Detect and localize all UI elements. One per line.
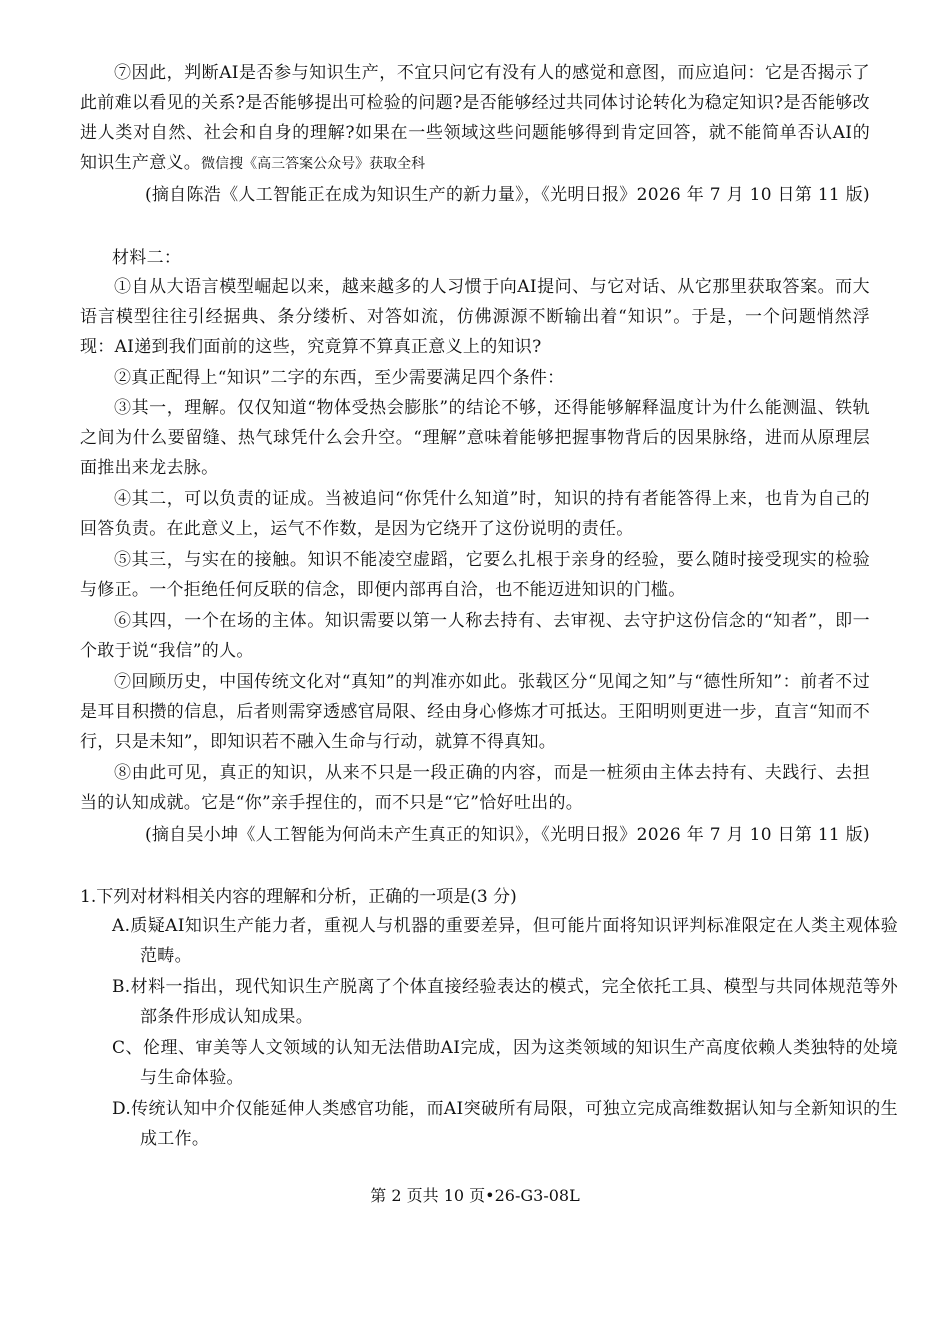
material1-source: (摘自陈浩《人工智能正在成为知识生产的新力量》，《光明日报》2026 年 7 月 10 日第 11 版) <box>144 185 870 205</box>
material2-paragraph-4: ④其二，可以负责的证成。当被追问“你凭什么知道”时，知识的持有者能答得上来，也肯为自己的回答负责。在此意义上，运气不作数，是因为它绕开了这份说明的责任。 <box>80 489 870 539</box>
material2-paragraph-7: ⑦回顾历史，中国传统文化对“真知”的判准亦如此。张载区分“见闻之知”与“德性所知”：前者不过是耳目积攒的信息，后者则需穿透感官局限、经由身心修炼才可抵达。王阳明则更进一步，直言“知而不行，只是未知”，即知识若不融入生命与行动，就算不得真知。 <box>80 672 870 752</box>
question-1-option-a: A.质疑AI知识生产能力者，重视人与机器的重要差异，但可能片面将知识评判标准限定在人类主观体验范畴。 <box>112 916 898 966</box>
material2-paragraph-1: ①自从大语言模型崛起以来，越来越多的人习惯于向AI提问、与它对话、从它那里获取答案。而大语言模型往往引经据典、条分缕析、对答如流，仿佛源源不断输出着“知识”。于是，一个问题悄然浮现：AI递到我们面前的这些，究竟算不算真正意义上的知识? <box>80 277 870 357</box>
watermark-text: 微信搜《高三答案公众号》获取全科 <box>201 156 426 172</box>
material2-heading: 材料二： <box>112 248 182 268</box>
material2-paragraph-5: ⑤其三，与实在的接触。知识不能凌空虚蹈，它要么扎根于亲身的经验，要么随时接受现实的检验与修正。一个拒绝任何反联的信念，即便内部再自洽，也不能迈进知识的门槛。 <box>80 550 870 600</box>
question-1-option-c: C、伦理、审美等人文领域的认知无法借助AI完成，因为这类领域的知识生产高度依赖人类独特的处境与生命体验。 <box>112 1038 898 1088</box>
question-1-option-b: B.材料一指出，现代知识生产脱离了个体直接经验表达的模式，完全依托工具、模型与共同体规范等外部条件形成认知成果。 <box>112 977 898 1027</box>
page-footer: 第 2 页共 10 页•26-G3-08L <box>370 1186 580 1205</box>
material2-paragraph-3: ③其一，理解。仅仅知道“物体受热会膨胀”的结论不够，还得能够解释温度计为什么能测温、铁轨之间为什么要留缝、热气球凭什么会升空。“理解”意味着能够把握事物背后的因果脉络，进而从原理层面推出来龙去脉。 <box>80 398 870 478</box>
question-1-stem: 1.下列对材料相关内容的理解和分析，正确的一项是(3 分) <box>80 887 517 907</box>
question-1-option-d: D.传统认知中介仅能延伸人类感官功能，而AI突破所有局限，可独立完成高维数据认知与全新知识的生成工作。 <box>112 1099 898 1149</box>
material1-paragraph-7-text: ⑦因此，判断AI是否参与知识生产，不宜只问它有没有人的感觉和意图，而应追问：它是否揭示了此前难以看见的关系?是否能够提出可检验的问题?是否能够经过共同体讨论转化为稳定知识?是否能够改进人类对自然、社会和自身的理解?如果在一些领域这些问题能够得到肯定回答，就不能简单否认AI的知识生产意义。 <box>80 63 870 173</box>
material2-paragraph-6: ⑥其四，一个在场的主体。知识需要以第一人称去持有、去审视、去守护这份信念的“知者”，即一个敢于说“我信”的人。 <box>80 611 870 661</box>
material2-paragraph-8: ⑧由此可见，真正的知识，从来不只是一段正确的内容，而是一桩须由主体去持有、夫践行、去担当的认知成就。它是“你”亲手捏住的，而不只是“它”恰好吐出的。 <box>80 763 870 813</box>
material2-paragraph-2: ②真正配得上“知识”二字的东西，至少需要满足四个条件： <box>114 368 565 388</box>
material1-paragraph-7 <box>80 58 870 179</box>
material2-source: (摘自吴小坤《人工智能为何尚未产生真正的知识》，《光明日报》2026 年 7 月 10 日第 11 版) <box>144 825 870 845</box>
